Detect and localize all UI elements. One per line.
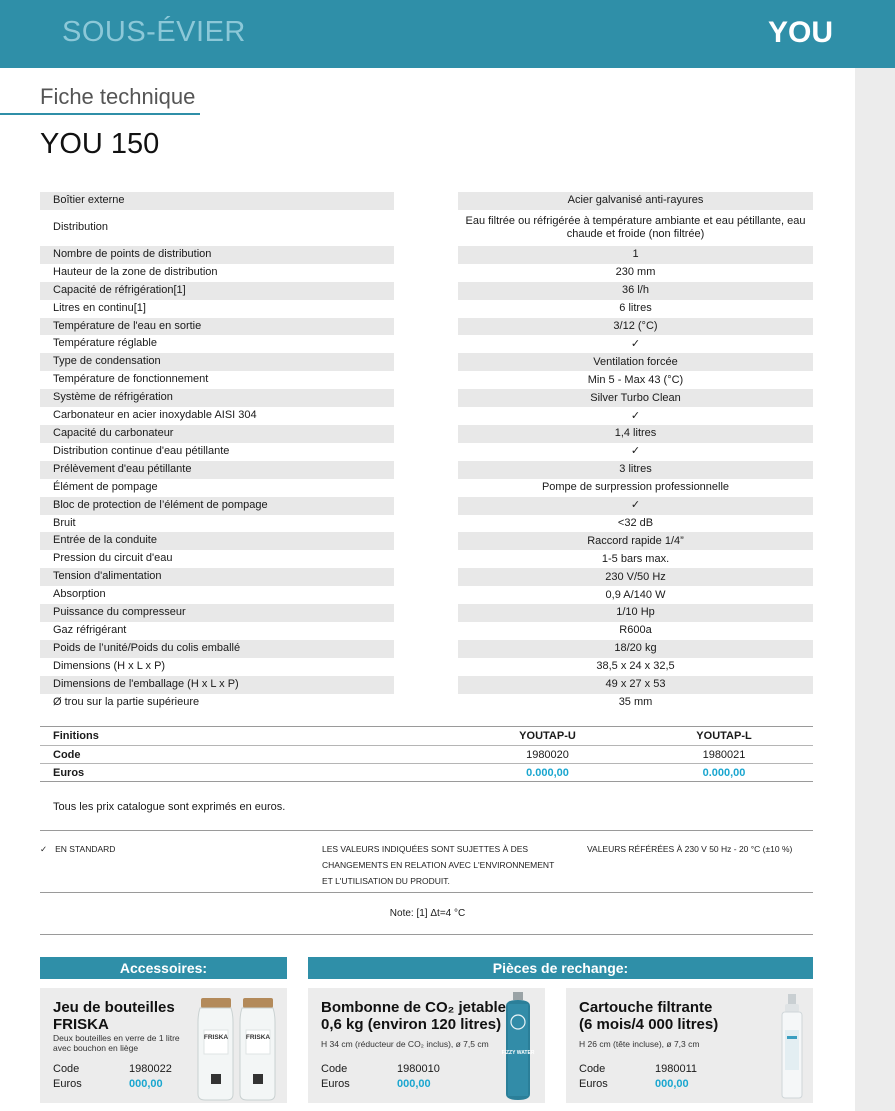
- spec-label: Température de fonctionnement: [53, 373, 209, 386]
- subhead-title: Fiche technique: [40, 84, 196, 109]
- finition-youtap-u: YOUTAP-U: [519, 730, 576, 742]
- finitions-table: [40, 726, 813, 782]
- card-euros-label: Euros: [53, 1078, 82, 1090]
- right-margin-strip: [855, 68, 895, 1111]
- spare-card-co2: [308, 988, 545, 1103]
- spec-label: Pression du circuit d'eau: [53, 552, 173, 565]
- card-code-row: [579, 1063, 697, 1075]
- spec-label: Élément de pompage: [53, 480, 158, 493]
- card-code-value: 1980022: [129, 1063, 172, 1075]
- finitions-header-row: [40, 727, 813, 745]
- spec-label: Bruit: [53, 516, 76, 529]
- spec-value: 0,9 A/140 W: [605, 588, 666, 601]
- spec-row: [40, 532, 813, 550]
- spec-row: [40, 282, 813, 300]
- card-price-value: 000,00: [655, 1078, 689, 1090]
- spec-label: Bloc de protection de l’élément de pompage: [40, 497, 394, 515]
- legend-values-line: LES VALEURS INDIQUÉES SONT SUJETTES À DES: [322, 844, 529, 854]
- spec-label: Gaz réfrigérant: [53, 623, 127, 636]
- card-euros-row: [321, 1078, 431, 1090]
- spec-row: [40, 568, 813, 586]
- prices-note: Tous les prix catalogue sont exprimés en euros.: [53, 801, 286, 813]
- check-icon: ✓: [40, 844, 48, 854]
- spec-row: [40, 210, 813, 246]
- card-price-value: 000,00: [129, 1078, 163, 1090]
- spec-row: [40, 550, 813, 568]
- spec-label: Poids de l’unité/Poids du colis emballé: [40, 640, 394, 658]
- spec-row: [40, 479, 813, 497]
- price-youtap-u: 0.000,00: [526, 766, 569, 779]
- finitions-label: Finitions: [53, 730, 99, 742]
- spec-label: Entrée de la conduite: [40, 532, 394, 550]
- card-description: H 34 cm (réducteur de CO₂ inclus), ø 7,5 cm: [321, 1039, 489, 1049]
- card-code-label: Code: [579, 1063, 606, 1075]
- spec-value: 3 litres: [458, 461, 813, 479]
- spares-heading: Pièces de rechange:: [308, 957, 813, 979]
- spec-label: Prélèvement d'eau pétillante: [40, 461, 394, 479]
- subhead-underline: [0, 113, 200, 115]
- card-title-line: Cartouche filtrante: [579, 999, 713, 1016]
- spec-row: [40, 515, 813, 533]
- spec-value: 6 litres: [619, 302, 652, 315]
- card-title-line: Jeu de bouteilles: [53, 999, 175, 1016]
- card-title-line: Bombonne de CO₂ jetable: [321, 999, 507, 1016]
- spec-label: Type de condensation: [40, 353, 394, 371]
- card-code-row: [53, 1063, 172, 1075]
- spec-value: ✓: [458, 497, 813, 515]
- filter-cartridge-image: [774, 990, 810, 1102]
- spec-value: 1: [458, 246, 813, 264]
- spec-value: Silver Turbo Clean: [458, 389, 813, 407]
- card-euros-row: [579, 1078, 689, 1090]
- model-title: YOU 150: [40, 128, 160, 160]
- spec-table: [40, 192, 813, 711]
- spec-label: Système de réfrigération: [40, 389, 394, 407]
- legend-standard: [40, 841, 115, 857]
- spec-label: Puissance du compresseur: [40, 604, 394, 622]
- spec-value: <32 dB: [617, 516, 654, 529]
- card-title-line: FRISKA: [53, 1015, 109, 1033]
- spare-card-filter: [566, 988, 813, 1103]
- spec-row: [40, 586, 813, 604]
- spec-value: Acier galvanisé anti-rayures: [458, 192, 813, 210]
- bottle-label: FRISKA: [203, 1034, 229, 1041]
- page-header: [0, 0, 895, 68]
- code-label: Code: [53, 748, 81, 761]
- spec-value: 36 l/h: [458, 282, 813, 300]
- card-description-line: Deux bouteilles en verre de 1 litre: [53, 1033, 180, 1043]
- spec-label: Dimensions de l'emballage (H x L x P): [40, 676, 394, 694]
- card-title: [579, 1000, 718, 1033]
- spec-value: 38,5 x 24 x 32,5: [596, 660, 675, 673]
- spec-row: [40, 497, 813, 515]
- spec-row: [40, 264, 813, 282]
- card-code-label: Code: [321, 1063, 348, 1075]
- spec-value: 1/10 Hp: [458, 604, 813, 622]
- spec-label: Boîtier externe: [40, 192, 394, 210]
- spec-value: 1-5 bars max.: [601, 552, 670, 565]
- spec-label: Dimensions (H x L x P): [53, 659, 166, 672]
- bottle-label: FRISKA: [245, 1034, 271, 1041]
- spec-value: Raccord rapide 1/4”: [458, 532, 813, 550]
- accessories-heading: Accessoires:: [40, 957, 287, 979]
- spec-value: Eau filtrée ou réfrigérée à température ambiante et eau pétillante, eau chaude et froide (non filtrée): [465, 214, 806, 240]
- spec-value: 49 x 27 x 53: [458, 676, 813, 694]
- spec-label: Température de l'eau en sortie: [40, 318, 394, 336]
- spec-label: Capacité du carbonateur: [40, 425, 394, 443]
- card-description-line: avec bouchon en liège: [53, 1043, 139, 1053]
- spec-label: Nombre de points de distribution: [40, 246, 394, 264]
- spec-row: [40, 604, 813, 622]
- spec-row: [40, 622, 813, 640]
- card-code-label: Code: [53, 1063, 80, 1075]
- spec-label: Carbonateur en acier inoxydable AISI 304: [53, 409, 257, 422]
- card-code-row: [321, 1063, 440, 1075]
- spec-label: Ø trou sur la partie supérieure: [53, 695, 200, 708]
- card-title-line: (6 mois/4 000 litres): [579, 1015, 719, 1033]
- spec-label: Litres en continu[1]: [53, 301, 146, 314]
- card-title-line: 0,6 kg (environ 120 litres): [321, 1015, 502, 1033]
- spec-row: [40, 389, 813, 407]
- code-youtap-l: 1980021: [702, 748, 746, 761]
- euros-row: [40, 763, 813, 781]
- spec-row: [40, 300, 813, 318]
- spec-value: Min 5 - Max 43 (°C): [587, 373, 684, 386]
- spec-value: 230 V/50 Hz: [458, 568, 813, 586]
- legend-values-note: [322, 841, 554, 889]
- spec-value: Ventilation forcée: [458, 353, 813, 371]
- spec-row: [40, 192, 813, 210]
- legend-values-line: CHANGEMENTS EN RELATION AVEC L'ENVIRONNEMENT: [322, 860, 555, 870]
- spec-row: [40, 640, 813, 658]
- card-description: H 26 cm (tête incluse), ø 7,3 cm: [579, 1039, 700, 1049]
- spec-row: [40, 371, 813, 389]
- spec-row: [40, 407, 813, 425]
- card-description: [53, 1033, 180, 1053]
- legend-standard-text: EN STANDARD: [55, 844, 116, 854]
- divider: [40, 830, 813, 831]
- spec-row: [40, 443, 813, 461]
- spec-label: Hauteur de la zone de distribution: [53, 265, 218, 278]
- legend-values-line: ET L'UTILISATION DU PRODUIT.: [322, 876, 450, 886]
- spec-row: [40, 694, 813, 712]
- spec-value: 1,4 litres: [458, 425, 813, 443]
- spec-value: 230 mm: [615, 266, 656, 279]
- accessory-card-friska: [40, 988, 287, 1103]
- spec-value: 35 mm: [618, 696, 653, 709]
- euros-label: Euros: [53, 766, 85, 779]
- spec-label: Capacité de réfrigération[1]: [40, 282, 394, 300]
- spec-row: [40, 353, 813, 371]
- spec-value: 3/12 (°C): [458, 318, 813, 336]
- spec-row: [40, 461, 813, 479]
- card-price-value: 000,00: [397, 1078, 431, 1090]
- spec-value: R600a: [619, 624, 652, 637]
- spec-label: Distribution continue d'eau pétillante: [53, 444, 230, 457]
- spec-label: Température réglable: [53, 337, 157, 350]
- divider: [40, 892, 813, 893]
- price-youtap-l: 0.000,00: [702, 766, 746, 779]
- spec-label: Absorption: [53, 588, 106, 601]
- code-youtap-u: 1980020: [526, 748, 569, 761]
- glass-bottles-image: [195, 990, 285, 1102]
- finition-youtap-l: YOUTAP-L: [696, 730, 752, 742]
- card-code-value: 1980011: [655, 1063, 698, 1075]
- spec-value: ✓: [630, 445, 641, 458]
- spec-row: [40, 246, 813, 264]
- legend-reference: VALEURS RÉFÉRÉES À 230 V 50 Hz - 20 °C (±10 %): [587, 844, 793, 854]
- card-title: [53, 1000, 175, 1033]
- canister-label: FIZZY WATER: [501, 1050, 535, 1056]
- spec-label: Tension d'alimentation: [40, 568, 394, 586]
- card-euros-row: [53, 1078, 163, 1090]
- code-row: [40, 745, 813, 763]
- spec-value: 18/20 kg: [458, 640, 813, 658]
- spec-row: [40, 335, 813, 353]
- spec-value: ✓: [630, 337, 641, 350]
- spec-row: [40, 658, 813, 676]
- card-code-value: 1980010: [397, 1063, 440, 1075]
- spec-row: [40, 318, 813, 336]
- brand-name: YOU: [767, 16, 833, 49]
- co2-canister-image: [500, 990, 536, 1102]
- spec-value: ✓: [630, 409, 641, 422]
- spec-value: Pompe de surpression professionnelle: [541, 481, 730, 494]
- card-euros-label: Euros: [321, 1078, 350, 1090]
- card-euros-label: Euros: [579, 1078, 608, 1090]
- spec-row: [40, 676, 813, 694]
- card-title: [321, 1000, 506, 1033]
- spec-row: [40, 425, 813, 443]
- spec-label: Distribution: [53, 220, 109, 233]
- divider: [40, 934, 813, 935]
- footnote: Note: [1] Δt=4 °C: [389, 908, 466, 919]
- section-title: SOUS-ÉVIER: [62, 16, 246, 48]
